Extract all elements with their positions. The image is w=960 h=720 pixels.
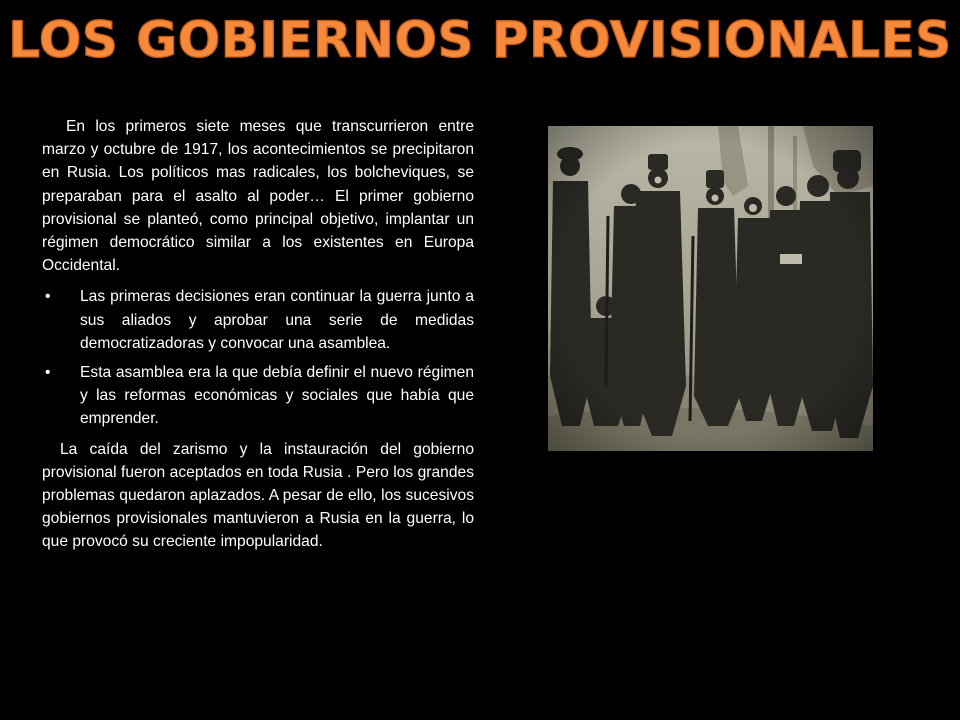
historical-photo [548,126,873,451]
text-body [42,115,474,554]
slide-title: LOS GOBIERNOS PROVISIONALES [8,11,952,69]
bullet-text: Esta asamblea era la que debía definir el nuevo régimen y las reformas económicas y sociales que había que emprender. [80,364,474,428]
bullet-item [42,285,474,355]
bullet-item [42,361,474,431]
bullet-icon: • [45,288,51,306]
intro-paragraph: En los primeros siete meses que transcurrieron entre marzo y octubre de 1917, los acontecimientos se precipitaron en Rusia. Los políticos mas radicales, los bolcheviques, se preparaban para el asalto al poder… El primer gobierno provisional se planteó, como principal objetivo, implantar un régimen democrático similar a los existentes en Europa Occidental. [42,118,474,275]
bullet-icon: • [45,364,51,382]
closing-paragraph: La caída del zarismo y la instauración del gobierno provisional fueron aceptados en toda Rusia . Pero los grandes problemas quedaron aplazados. A pesar de ello, los sucesivos gobiernos provisionales mantuvieron a Rusia en la guerra, lo que provocó su creciente impopularidad. [42,440,474,551]
bullet-list [42,285,474,430]
bullet-text: Las primeras decisiones eran continuar la guerra junto a sus aliados y aprobar una serie de medidas democratizadoras y convocar una asamblea. [80,288,474,352]
